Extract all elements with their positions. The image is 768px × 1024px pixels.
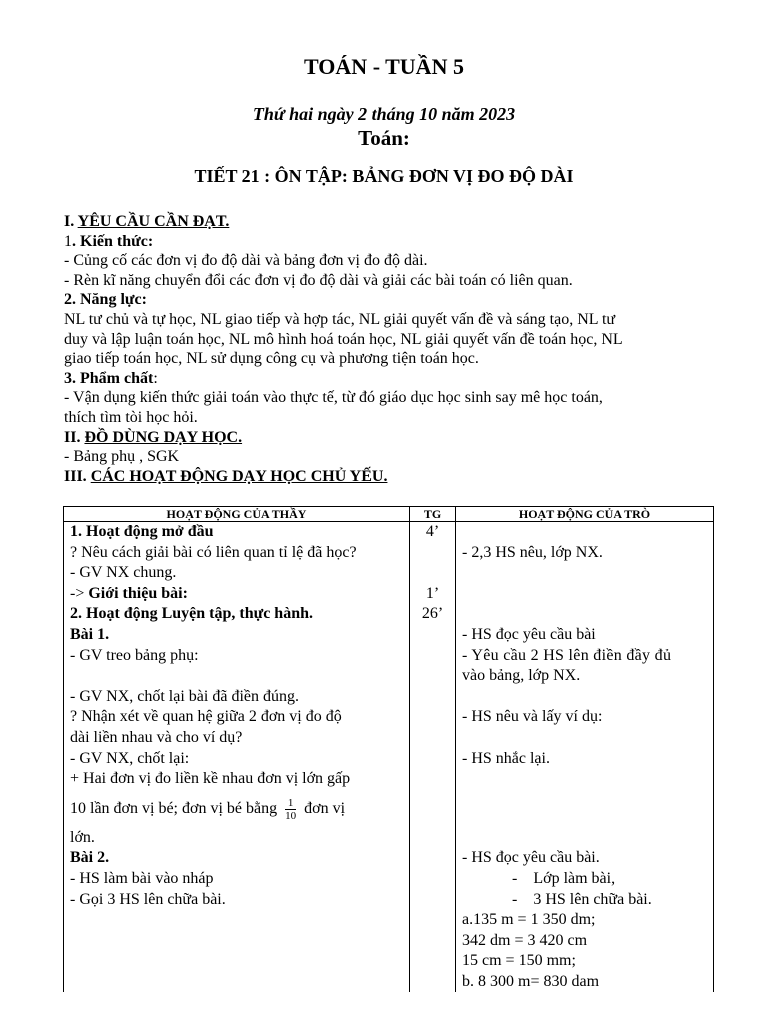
teacher-line: - GV treo bảng phụ: <box>70 646 199 664</box>
exercise-heading: Bài 1. <box>70 625 110 643</box>
student-line: vào bảng, lớp NX. <box>462 667 581 685</box>
student-line: - 2,3 HS nêu, lớp NX. <box>462 543 603 561</box>
student-line: - 3 HS lên chữa bài. <box>512 890 652 908</box>
teacher-line: ? Nhận xét về quan hệ giữa 2 đơn vị đo độ <box>70 708 342 726</box>
ability-line: duy và lập luận toán học, NL mô hình hoá toán học, NL giải quyết vấn đề toán học, NL <box>64 330 623 348</box>
teacher-line: lớn. <box>70 828 95 846</box>
student-line: - HS đọc yêu cầu bài. <box>462 849 600 867</box>
answer-line: 15 cm = 150 mm; <box>462 952 576 970</box>
date-line: Thứ hai ngày 2 tháng 10 năm 2023 <box>252 104 516 124</box>
teacher-line: - GV NX, chốt lại: <box>70 749 190 767</box>
intro-line: -> Giới thiệu bài: <box>70 584 188 602</box>
ability-line: NL tư chủ và tự học, NL giao tiếp và hợp tác, NL giải quyết vấn đề và sáng tạo, NL tư <box>64 310 616 328</box>
quality-line: thích tìm tòi học hỏi. <box>64 408 198 426</box>
answer-line: a.135 m = 1 350 dm; <box>462 911 596 929</box>
student-line: - HS đọc yêu cầu bài <box>462 625 596 643</box>
teacher-column-header: HOẠT ĐỘNG CỦA THẦY <box>64 507 410 522</box>
student-line: - HS nhắc lại. <box>462 749 550 767</box>
lesson-body <box>64 212 714 486</box>
quality-heading: 3. Phẩm chất: <box>64 369 158 387</box>
lesson-title: TIẾT 21 : ÔN TẬP: BẢNG ĐƠN VỊ ĐO ĐỘ DÀI <box>194 166 574 186</box>
table-header-row <box>64 507 714 522</box>
section-1-heading: I. YÊU CẦU CẦN ĐẠT. <box>64 213 230 230</box>
teacher-line-blank <box>70 666 403 687</box>
teacher-line: dài liền nhau và cho ví dụ? <box>70 728 243 746</box>
student-spacer <box>462 563 707 584</box>
fraction-line: 10 lần đơn vị bé; đơn vị bé bằng $\frac{1}{10}$ đơn vị <box>70 796 346 822</box>
teacher-activities-cell <box>64 522 410 993</box>
student-line: - HS nêu và lấy ví dụ: <box>462 708 603 726</box>
lesson-activity-table <box>63 506 714 992</box>
time-value: 26’ <box>421 605 444 623</box>
section-2-heading: II. ĐỒ DÙNG DẠY HỌC. <box>64 428 243 446</box>
student-column-header: HOẠT ĐỘNG CỦA TRÒ <box>456 507 714 522</box>
student-spacer <box>462 584 707 605</box>
student-line: - Yêu cầu 2 HS lên điền đầy đủ <box>462 646 672 664</box>
teacher-line: - HS làm bài vào nháp <box>70 869 214 887</box>
time-column-header: TG <box>410 507 456 522</box>
activity-heading: 1. Hoạt động mở đầu <box>70 523 214 540</box>
time-spacer <box>416 563 449 584</box>
document-title: TOÁN - TUẦN 5 <box>304 54 464 79</box>
activity-heading: 2. Hoạt động Luyện tập, thực hành. <box>70 605 313 623</box>
table-row <box>64 522 714 993</box>
teacher-line: - Gọi 3 HS lên chữa bài. <box>70 890 226 908</box>
time-spacer <box>416 543 449 564</box>
knowledge-item: - Củng cố các đơn vị đo độ dài và bảng đơn vị đo độ dài. <box>64 252 428 270</box>
student-spacer <box>462 522 707 543</box>
answer-line: 342 dm = 3 420 cm <box>462 931 588 949</box>
teacher-line: - GV NX, chốt lại bài đã điền đúng. <box>70 687 299 705</box>
student-spacer <box>462 769 707 790</box>
teacher-line: + Hai đơn vị đo liền kề nhau đơn vị lớn gấp <box>70 770 351 788</box>
student-spacer <box>462 728 707 749</box>
knowledge-item: - Rèn kĩ năng chuyển đổi các đơn vị đo độ dài và giải các bài toán có liên quan. <box>64 271 573 289</box>
teacher-line: - GV NX chung. <box>70 564 177 582</box>
quality-line: - Vận dụng kiến thức giải toán vào thực tế, từ đó giáo dục học sinh say mê học toán, <box>64 389 603 407</box>
section-3-heading: III. CÁC HOẠT ĐỘNG DẠY HỌC CHỦ YẾU. <box>64 467 388 485</box>
ability-heading: 2. Năng lực: <box>64 291 147 309</box>
time-value: 1’ <box>425 584 440 602</box>
student-spacer <box>462 790 707 828</box>
answer-line: b. 8 300 m= 830 dam <box>462 972 600 990</box>
student-spacer <box>462 828 707 849</box>
student-line: - Lớp làm bài, <box>512 869 616 887</box>
knowledge-heading: 1. Kiến thức: <box>64 232 154 250</box>
materials-item: - Bảng phụ , SGK <box>64 448 180 466</box>
student-spacer <box>462 687 707 708</box>
student-spacer <box>462 604 707 625</box>
time-value: 4’ <box>425 523 440 540</box>
exercise-heading: Bài 2. <box>70 849 110 867</box>
time-cell <box>410 522 456 993</box>
fraction-one-tenth: $\frac{1}{10}$ <box>285 796 297 822</box>
student-activities-cell <box>456 522 714 993</box>
subject-heading: Toán: <box>358 126 410 150</box>
ability-line: giao tiếp toán học, NL sử dụng công cụ và phương tiện toán học. <box>64 350 479 368</box>
teacher-line: ? Nêu cách giải bài có liên quan tỉ lệ đã học? <box>70 543 357 561</box>
